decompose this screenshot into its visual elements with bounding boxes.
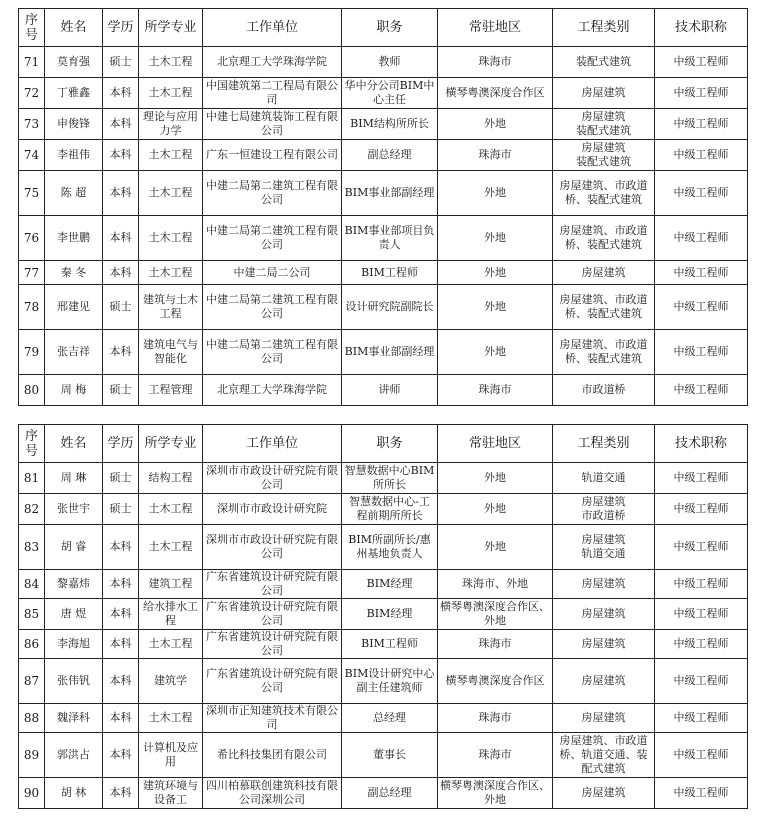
cell-category: 房屋建筑 装配式建筑 (553, 109, 655, 140)
cell-employer: 中建二局第二建筑工程有限公司 (203, 330, 342, 375)
cell-category: 装配式建筑 (553, 47, 655, 78)
cell-seq: 83 (19, 525, 45, 570)
cell-employer: 四川柏慕联创建筑科技有限公司深圳公司 (203, 778, 342, 809)
cell-category: 房屋建筑 轨道交通 (553, 525, 655, 570)
header-cell: 常驻地区 (438, 425, 553, 463)
cell-employer: 深圳市市政设计研究院有限公司 (203, 525, 342, 570)
table-row (19, 78, 748, 109)
cell-location: 珠海市 (438, 47, 553, 78)
cell-category: 房屋建筑 (553, 570, 655, 599)
cell-category: 房屋建筑 (553, 261, 655, 285)
cell-title: 中级工程师 (655, 375, 748, 406)
cell-category: 房屋建筑、市政道桥、轨道交通、装配式建筑 (553, 733, 655, 778)
header-cell: 工程类别 (553, 9, 655, 47)
cell-location: 珠海市 (438, 375, 553, 406)
cell-name: 秦 冬 (45, 261, 103, 285)
table-row (19, 733, 748, 778)
cell-employer: 中国建筑第二工程局有限公司 (203, 78, 342, 109)
cell-position: BIM事业部副经理 (342, 330, 438, 375)
table-row (19, 109, 748, 140)
cell-name: 张吉祥 (45, 330, 103, 375)
cell-major: 给水排水工程 (139, 599, 203, 630)
cell-category: 房屋建筑、市政道桥、装配式建筑 (553, 330, 655, 375)
cell-title: 中级工程师 (655, 140, 748, 171)
cell-employer: 中建二局第二建筑工程有限公司 (203, 171, 342, 216)
cell-degree: 本科 (103, 733, 139, 778)
cell-location: 横琴粤澳深度合作区 (438, 78, 553, 109)
cell-position: BIM事业部副经理 (342, 171, 438, 216)
table-row (19, 599, 748, 630)
cell-name: 邢建见 (45, 285, 103, 330)
personnel-table-2 (18, 424, 748, 809)
table-row (19, 285, 748, 330)
cell-name: 张伟钒 (45, 659, 103, 704)
table-row (19, 216, 748, 261)
cell-degree: 硕士 (103, 47, 139, 78)
cell-seq: 84 (19, 570, 45, 599)
cell-degree: 本科 (103, 140, 139, 171)
cell-employer: 希比科技集团有限公司 (203, 733, 342, 778)
cell-major: 土木工程 (139, 216, 203, 261)
cell-name: 李祖伟 (45, 140, 103, 171)
cell-degree: 硕士 (103, 285, 139, 330)
header-cell: 职务 (342, 425, 438, 463)
cell-title: 中级工程师 (655, 216, 748, 261)
cell-name: 丁雅鑫 (45, 78, 103, 109)
cell-major: 计算机及应用 (139, 733, 203, 778)
header-cell: 工作单位 (203, 9, 342, 47)
cell-degree: 本科 (103, 330, 139, 375)
table-row (19, 330, 748, 375)
cell-seq: 88 (19, 704, 45, 733)
cell-major: 土木工程 (139, 140, 203, 171)
cell-name: 胡 睿 (45, 525, 103, 570)
cell-title: 中级工程师 (655, 285, 748, 330)
table-row (19, 494, 748, 525)
cell-category: 房屋建筑 市政道桥 (553, 494, 655, 525)
cell-position: BIM经理 (342, 599, 438, 630)
cell-location: 珠海市 (438, 630, 553, 659)
cell-position: 副总经理 (342, 778, 438, 809)
cell-degree: 本科 (103, 570, 139, 599)
cell-location: 外地 (438, 261, 553, 285)
cell-major: 结构工程 (139, 463, 203, 494)
cell-seq: 86 (19, 630, 45, 659)
cell-title: 中级工程师 (655, 109, 748, 140)
table-row (19, 778, 748, 809)
table-row (19, 704, 748, 733)
cell-seq: 77 (19, 261, 45, 285)
cell-seq: 74 (19, 140, 45, 171)
header-cell: 技术职称 (655, 425, 748, 463)
table-row (19, 463, 748, 494)
table-row (19, 171, 748, 216)
cell-major: 土木工程 (139, 171, 203, 216)
cell-position: BIM设计研究中心副主任建筑师 (342, 659, 438, 704)
table-row (19, 525, 748, 570)
cell-employer: 深圳市市政设计研究院 (203, 494, 342, 525)
table-row (19, 659, 748, 704)
cell-title: 中级工程师 (655, 659, 748, 704)
table-row (19, 140, 748, 171)
cell-seq: 71 (19, 47, 45, 78)
cell-title: 中级工程师 (655, 261, 748, 285)
header-cell: 序号 (19, 9, 45, 47)
cell-major: 建筑工程 (139, 570, 203, 599)
cell-name: 李海旭 (45, 630, 103, 659)
cell-major: 建筑与土木工程 (139, 285, 203, 330)
cell-seq: 87 (19, 659, 45, 704)
cell-position: BIM经理 (342, 570, 438, 599)
cell-title: 中级工程师 (655, 630, 748, 659)
cell-title: 中级工程师 (655, 171, 748, 216)
header-cell: 所学专业 (139, 9, 203, 47)
cell-seq: 73 (19, 109, 45, 140)
cell-name: 张世宇 (45, 494, 103, 525)
cell-position: 设计研究院副院长 (342, 285, 438, 330)
cell-location: 外地 (438, 216, 553, 261)
cell-degree: 本科 (103, 659, 139, 704)
cell-category: 房屋建筑、市政道桥、装配式建筑 (553, 216, 655, 261)
cell-seq: 75 (19, 171, 45, 216)
cell-location: 外地 (438, 494, 553, 525)
cell-category: 房屋建筑 (553, 778, 655, 809)
cell-position: 总经理 (342, 704, 438, 733)
cell-title: 中级工程师 (655, 778, 748, 809)
cell-category: 房屋建筑 装配式建筑 (553, 140, 655, 171)
table-row (19, 630, 748, 659)
cell-major: 土木工程 (139, 494, 203, 525)
cell-employer: 北京理工大学珠海学院 (203, 47, 342, 78)
cell-major: 理论与应用力学 (139, 109, 203, 140)
cell-title: 中级工程师 (655, 570, 748, 599)
header-cell: 所学专业 (139, 425, 203, 463)
cell-degree: 本科 (103, 525, 139, 570)
cell-seq: 80 (19, 375, 45, 406)
cell-employer: 中建二局第二建筑工程有限公司 (203, 285, 342, 330)
cell-degree: 本科 (103, 109, 139, 140)
table-header-row (19, 425, 748, 463)
cell-location: 珠海市、外地 (438, 570, 553, 599)
cell-name: 胡 林 (45, 778, 103, 809)
cell-degree: 本科 (103, 171, 139, 216)
cell-name: 唐 煜 (45, 599, 103, 630)
cell-employer: 广东省建筑设计研究院有限公司 (203, 599, 342, 630)
cell-title: 中级工程师 (655, 599, 748, 630)
cell-name: 魏泽科 (45, 704, 103, 733)
cell-title: 中级工程师 (655, 78, 748, 109)
table-header-row (19, 9, 748, 47)
cell-seq: 82 (19, 494, 45, 525)
cell-employer: 中建七局建筑装饰工程有限公司 (203, 109, 342, 140)
cell-major: 土木工程 (139, 78, 203, 109)
cell-location: 外地 (438, 463, 553, 494)
cell-position: BIM事业部项目负责人 (342, 216, 438, 261)
cell-seq: 81 (19, 463, 45, 494)
cell-degree: 硕士 (103, 375, 139, 406)
cell-name: 申俊锋 (45, 109, 103, 140)
cell-category: 轨道交通 (553, 463, 655, 494)
cell-location: 外地 (438, 171, 553, 216)
cell-seq: 90 (19, 778, 45, 809)
cell-location: 珠海市 (438, 704, 553, 733)
cell-employer: 中建二局第二建筑工程有限公司 (203, 216, 342, 261)
cell-category: 房屋建筑 (553, 630, 655, 659)
cell-location: 横琴粤澳深度合作区 (438, 659, 553, 704)
header-cell: 姓名 (45, 9, 103, 47)
cell-location: 珠海市 (438, 140, 553, 171)
cell-location: 横琴粤澳深度合作区、外地 (438, 599, 553, 630)
cell-position: 讲师 (342, 375, 438, 406)
cell-name: 莫育强 (45, 47, 103, 78)
cell-position: 副总经理 (342, 140, 438, 171)
personnel-table-1 (18, 8, 748, 406)
header-cell: 工作单位 (203, 425, 342, 463)
table-row (19, 47, 748, 78)
cell-location: 横琴粤澳深度合作区、外地 (438, 778, 553, 809)
cell-name: 陈 超 (45, 171, 103, 216)
header-cell: 常驻地区 (438, 9, 553, 47)
cell-name: 周 琳 (45, 463, 103, 494)
cell-employer: 中建二局二公司 (203, 261, 342, 285)
cell-employer: 广东省建筑设计研究院有限公司 (203, 630, 342, 659)
header-cell: 序号 (19, 425, 45, 463)
cell-location: 外地 (438, 285, 553, 330)
cell-position: BIM工程师 (342, 261, 438, 285)
header-cell: 姓名 (45, 425, 103, 463)
cell-degree: 本科 (103, 261, 139, 285)
cell-major: 土木工程 (139, 525, 203, 570)
cell-title: 中级工程师 (655, 463, 748, 494)
cell-employer: 广东一恒建设工程有限公司 (203, 140, 342, 171)
cell-name: 黎嘉炜 (45, 570, 103, 599)
cell-employer: 北京理工大学珠海学院 (203, 375, 342, 406)
table-row (19, 570, 748, 599)
cell-employer: 深圳市市政设计研究院有限公司 (203, 463, 342, 494)
cell-major: 建筑环境与设备工 (139, 778, 203, 809)
cell-employer: 广东省建筑设计研究院有限公司 (203, 570, 342, 599)
cell-position: 教师 (342, 47, 438, 78)
header-cell: 学历 (103, 425, 139, 463)
cell-name: 郭洪占 (45, 733, 103, 778)
cell-name: 周 梅 (45, 375, 103, 406)
cell-location: 外地 (438, 109, 553, 140)
cell-category: 房屋建筑、市政道桥、装配式建筑 (553, 171, 655, 216)
cell-category: 房屋建筑 (553, 78, 655, 109)
cell-location: 珠海市 (438, 733, 553, 778)
cell-category: 房屋建筑、市政道桥、装配式建筑 (553, 285, 655, 330)
cell-name: 李世鹏 (45, 216, 103, 261)
cell-major: 土木工程 (139, 47, 203, 78)
cell-degree: 本科 (103, 78, 139, 109)
cell-category: 房屋建筑 (553, 704, 655, 733)
cell-position: BIM结构所所长 (342, 109, 438, 140)
cell-degree: 本科 (103, 778, 139, 809)
cell-major: 建筑电气与智能化 (139, 330, 203, 375)
cell-degree: 本科 (103, 704, 139, 733)
cell-major: 建筑学 (139, 659, 203, 704)
cell-location: 外地 (438, 330, 553, 375)
header-cell: 工程类别 (553, 425, 655, 463)
cell-seq: 79 (19, 330, 45, 375)
header-cell: 技术职称 (655, 9, 748, 47)
cell-seq: 72 (19, 78, 45, 109)
cell-position: 智慧数据中心BIM所所长 (342, 463, 438, 494)
cell-seq: 89 (19, 733, 45, 778)
cell-title: 中级工程师 (655, 47, 748, 78)
cell-degree: 本科 (103, 630, 139, 659)
cell-title: 中级工程师 (655, 733, 748, 778)
table-row (19, 261, 748, 285)
table-row (19, 375, 748, 406)
cell-employer: 广东省建筑设计研究院有限公司 (203, 659, 342, 704)
cell-position: 华中分公司BIM中心主任 (342, 78, 438, 109)
cell-category: 房屋建筑 (553, 659, 655, 704)
cell-major: 工程管理 (139, 375, 203, 406)
cell-title: 中级工程师 (655, 494, 748, 525)
header-cell: 学历 (103, 9, 139, 47)
cell-position: BIM所副所长/惠州基地负责人 (342, 525, 438, 570)
cell-degree: 硕士 (103, 494, 139, 525)
cell-seq: 76 (19, 216, 45, 261)
cell-title: 中级工程师 (655, 704, 748, 733)
cell-degree: 本科 (103, 216, 139, 261)
cell-degree: 硕士 (103, 463, 139, 494)
cell-position: 董事长 (342, 733, 438, 778)
table-body (19, 47, 748, 406)
cell-title: 中级工程师 (655, 330, 748, 375)
header-cell: 职务 (342, 9, 438, 47)
cell-major: 土木工程 (139, 704, 203, 733)
cell-seq: 78 (19, 285, 45, 330)
cell-category: 房屋建筑 (553, 599, 655, 630)
cell-position: 智慧数据中心-工程前期所所长 (342, 494, 438, 525)
table-body (19, 463, 748, 809)
cell-seq: 85 (19, 599, 45, 630)
cell-location: 外地 (438, 525, 553, 570)
cell-category: 市政道桥 (553, 375, 655, 406)
cell-degree: 本科 (103, 599, 139, 630)
cell-title: 中级工程师 (655, 525, 748, 570)
cell-position: BIM工程师 (342, 630, 438, 659)
cell-major: 土木工程 (139, 261, 203, 285)
cell-employer: 深圳市正知建筑技术有限公司 (203, 704, 342, 733)
cell-major: 土木工程 (139, 630, 203, 659)
